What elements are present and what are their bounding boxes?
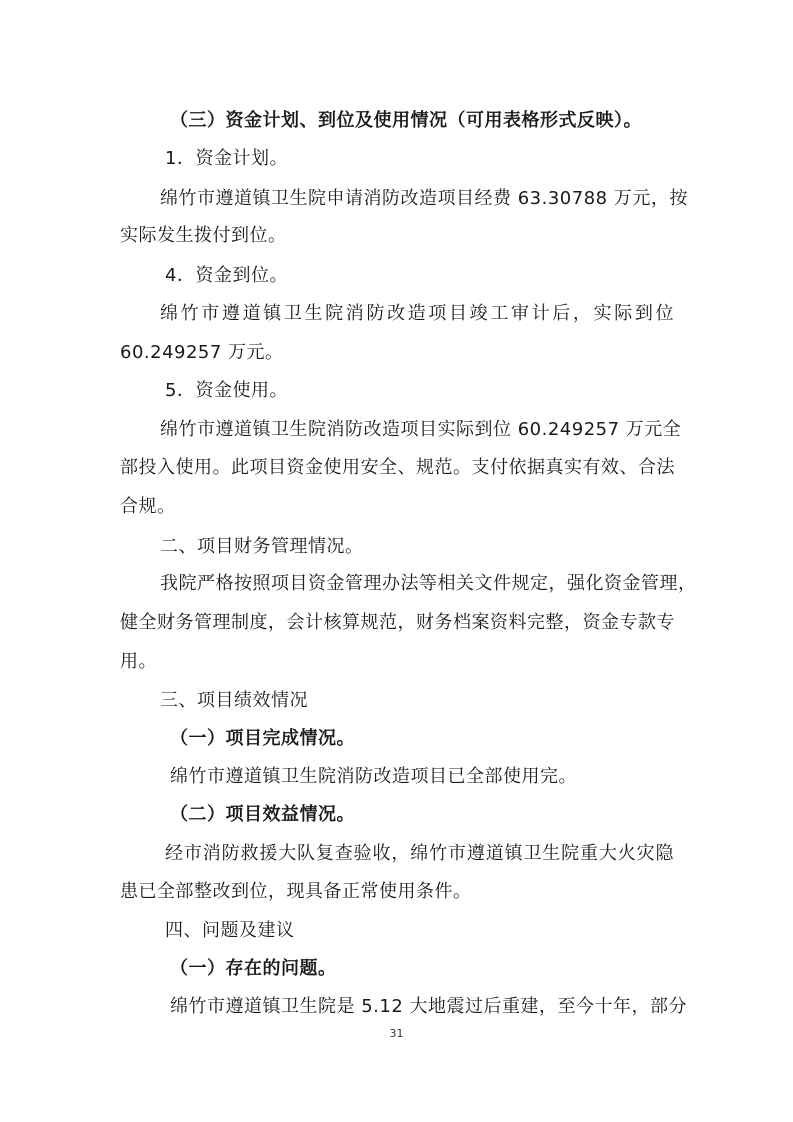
subheading-funding-plan: 1．资金计划。 bbox=[165, 148, 288, 169]
paragraph-line: 部投入使用。此项目资金使用安全、规范。支付依据真实有效、合法 bbox=[120, 457, 675, 478]
paragraph-line: 健全财务管理制度，会计核算规范，财务档案资料完整，资金专款专 bbox=[120, 612, 675, 633]
paragraph-line: 绵竹市遵道镇卫生院申请消防改造项目经费 63.30788 万元，按 bbox=[160, 188, 688, 209]
section-heading-finance: 二、项目财务管理情况。 bbox=[160, 536, 364, 557]
paragraph-line: 实际发生拨付到位。 bbox=[120, 225, 287, 246]
paragraph-line: 经市消防救援大队复查验收，绵竹市遵道镇卫生院重大火灾隐 bbox=[165, 843, 674, 864]
paragraph-line: 用。 bbox=[120, 651, 157, 672]
subheading-benefit: （二）项目效益情况。 bbox=[170, 804, 355, 825]
paragraph-line: 患已全部整改到位，现具备正常使用条件。 bbox=[120, 881, 472, 902]
section-heading-funding: （三）资金计划、到位及使用情况（可用表格形式反映）。 bbox=[170, 110, 642, 131]
subheading-completion: （一）项目完成情况。 bbox=[170, 728, 355, 749]
paragraph-line: 绵竹市遵道镇卫生院消防改造项目已全部使用完。 bbox=[170, 766, 577, 787]
paragraph-line: 绵竹市遵道镇卫生院消防改造项目实际到位 60.249257 万元全 bbox=[160, 419, 682, 440]
paragraph-line: 合规。 bbox=[120, 496, 176, 517]
paragraph-line: 我院严格按照项目资金管理办法等相关文件规定，强化资金管理， bbox=[160, 573, 697, 594]
paragraph-line: 绵竹市遵道镇卫生院消防改造项目竣工审计后，实际到位 bbox=[160, 303, 674, 324]
subheading-existing-issues: （一）存在的问题。 bbox=[170, 958, 337, 979]
subheading-funding-arrival: 4．资金到位。 bbox=[165, 265, 288, 286]
section-heading-issues: 四、问题及建议 bbox=[165, 920, 295, 941]
paragraph-line: 60.249257 万元。 bbox=[120, 342, 284, 363]
section-heading-performance: 三、项目绩效情况 bbox=[160, 690, 308, 711]
subheading-funding-use: 5．资金使用。 bbox=[165, 380, 288, 401]
paragraph-line: 绵竹市遵道镇卫生院是 5.12 大地震过后重建，至今十年，部分 bbox=[170, 996, 688, 1017]
page-number: 31 bbox=[389, 1027, 404, 1040]
